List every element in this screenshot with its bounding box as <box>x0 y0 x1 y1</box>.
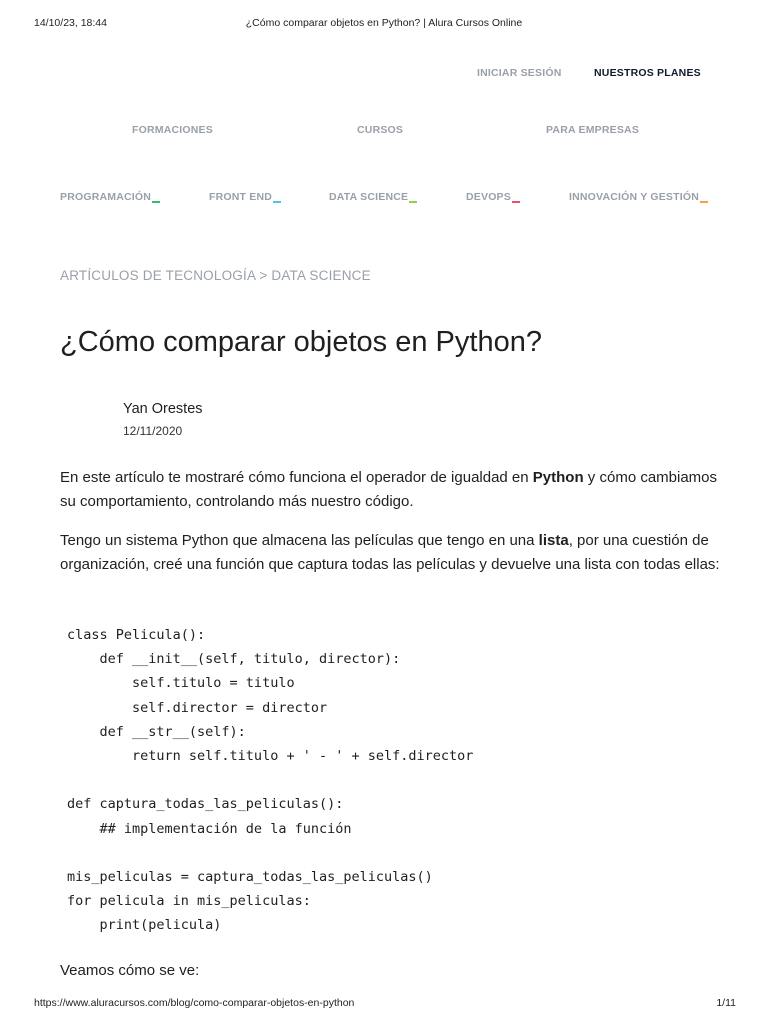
category-front-end[interactable] <box>209 191 281 203</box>
article-paragraph <box>60 529 720 577</box>
article-paragraph: Veamos cómo se ve: <box>60 962 200 979</box>
login-link[interactable]: INICIAR SESIÓN <box>477 67 562 79</box>
paragraph-text: En este artículo te mostraré cómo funciona el operador de igualdad en <box>60 469 533 486</box>
nav-item-formaciones[interactable]: FORMACIONES <box>132 124 213 136</box>
print-page-title: ¿Cómo comparar objetos en Python? | Alura Cursos Online <box>245 17 523 29</box>
category-label: DATA SCIENCE <box>329 191 409 203</box>
category-devops[interactable] <box>466 191 520 203</box>
category-label: INNOVACIÓN Y GESTIÓN <box>569 191 700 203</box>
category-innovacion[interactable] <box>569 191 708 203</box>
article-paragraph <box>60 466 720 514</box>
article-title: ¿Cómo comparar objetos en Python? <box>60 326 542 358</box>
category-label: FRONT END <box>209 191 273 203</box>
paragraph-text: y cómo cambiamos su comportamiento, controlando más nuestro código. <box>60 469 718 510</box>
nav-item-cursos[interactable]: CURSOS <box>357 124 404 136</box>
category-label: DEVOPS <box>466 191 511 203</box>
category-underline <box>409 201 417 203</box>
category-underline <box>512 201 520 203</box>
category-underline <box>152 201 160 203</box>
breadcrumb-section[interactable]: ARTÍCULOS DE TECNOLOGÍA <box>60 268 256 283</box>
category-underline <box>700 201 708 203</box>
paragraph-bold: lista <box>538 532 569 549</box>
breadcrumb-category[interactable]: DATA SCIENCE <box>271 268 371 283</box>
plans-link[interactable]: NUESTROS PLANES <box>594 67 701 79</box>
category-data-science[interactable] <box>329 191 417 203</box>
paragraph-text: , por una cuestión de organización, creé una función que captura todas las películas y devuelve una lista con todas ellas: <box>60 532 720 573</box>
category-label: PROGRAMACIÓN <box>60 191 152 203</box>
code-block: class Pelicula(): def __init__(self, titulo, director): self.titulo = titulo self.director = director def __str__(self): return self.titulo + ' - ' + self.director def captura_todas_las_peliculas(): ## implementación de la función mis_peliculas = captura_todas_las_peliculas() for pelicula in mis_peliculas: print(pelicula) <box>67 627 474 934</box>
category-programacion[interactable] <box>60 191 160 203</box>
article-date: 12/11/2020 <box>123 424 183 438</box>
paragraph-bold: Python <box>532 469 584 486</box>
paragraph-text: Tengo un sistema Python que almacena las películas que tengo en una <box>60 532 539 549</box>
category-underline <box>273 201 281 203</box>
nav-item-empresas[interactable]: PARA EMPRESAS <box>546 124 640 136</box>
print-date: 14/10/23, 18:44 <box>34 17 107 29</box>
print-page-number: 1/11 <box>716 997 736 1009</box>
breadcrumb <box>60 268 371 283</box>
article-author[interactable]: Yan Orestes <box>123 401 203 417</box>
print-url: https://www.aluracursos.com/blog/como-comparar-objetos-en-python <box>34 997 355 1009</box>
breadcrumb-separator: > <box>259 268 268 283</box>
